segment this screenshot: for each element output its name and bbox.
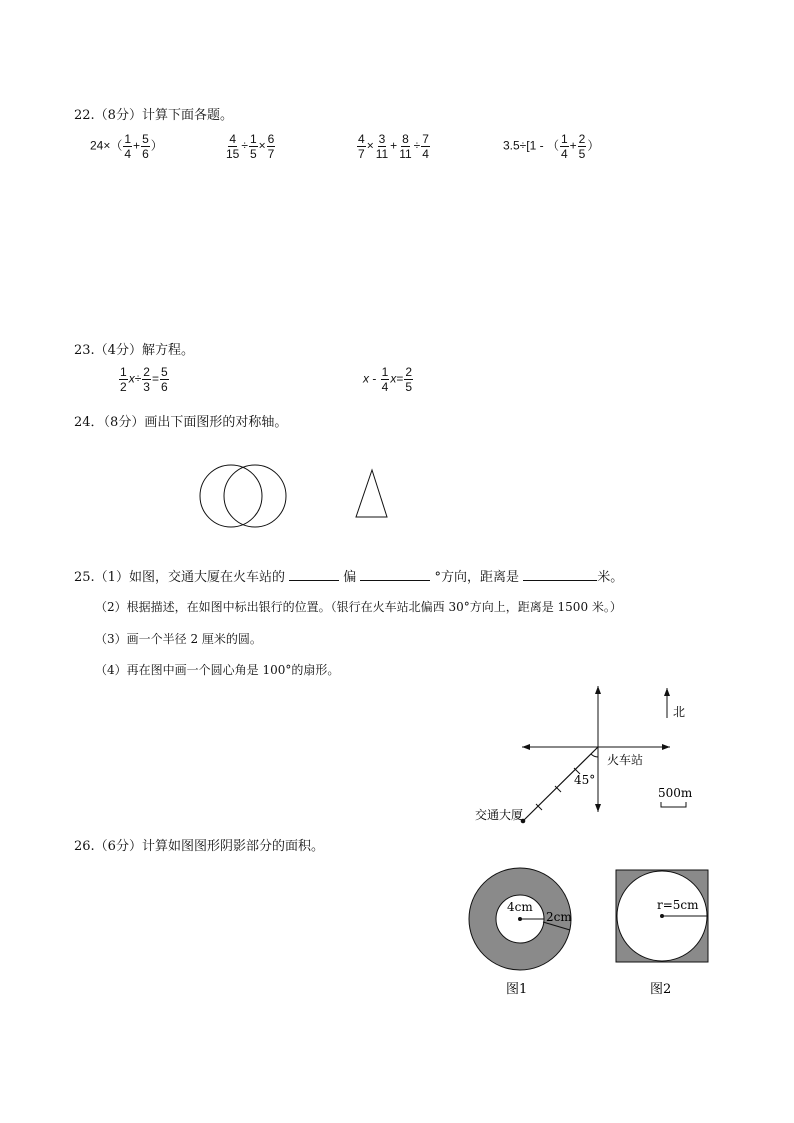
q26-title: 26.（6分）计算如图图形阴影部分的面积。: [74, 839, 324, 854]
direction-blank-1[interactable]: [289, 568, 339, 581]
angle-label: 45°: [574, 773, 596, 787]
q23-title: 23.（4分）解方程。: [74, 343, 194, 358]
isosceles-triangle-figure: [350, 465, 394, 523]
q25-line-3: （3）画一个半径 2 厘米的圆。: [95, 632, 262, 646]
direction-map-diagram: [470, 680, 710, 830]
west-arrow-icon: [522, 744, 530, 750]
ring-figure: [462, 862, 582, 1002]
south-arrow-icon: [595, 804, 601, 812]
scale-bar: [661, 802, 686, 807]
east-arrow-icon: [662, 744, 670, 750]
figure-1-caption: 图1: [506, 982, 528, 997]
station-label: 火车站: [607, 753, 644, 767]
q22-expr-1: 24×（ $\frac{1}{4}$ + $\frac{5}{6}$ ）: [90, 132, 163, 161]
square-circle-figure: [610, 862, 720, 1002]
q25-line-4: （4）再在图中画一个圆心角是 100°的扇形。: [95, 663, 340, 677]
distance-blank[interactable]: [523, 568, 597, 581]
inner-radius-label: 4cm: [507, 900, 533, 914]
q22-title: 22.（8分）计算下面各题。: [74, 108, 233, 123]
q23-equation-1: $\frac{1}{2}$ x÷ $\frac{2}{3}$ = $\frac{5}{6}$: [120, 365, 168, 394]
q25-line-2: （2）根据描述，在如图中标出银行的位置。（银行在火车站北偏西 30°方向上，距离是 1500 米。）: [95, 600, 622, 614]
north-label: 北: [673, 705, 686, 719]
north-arrow-icon: [595, 686, 601, 694]
ring-width-label: 2cm: [546, 910, 572, 924]
q24-title: 24．（8分）画出下面图形的对称轴。: [74, 415, 288, 430]
q22-expr-2: $\frac{4}{15}$ ÷ $\frac{1}{5}$ × $\frac{6}{7}$: [226, 132, 275, 161]
q22-expr-3: $\frac{4}{7}$ × $\frac{3}{11}$ + $\frac{8}{11}$ ÷ $\frac{7}{4}$: [358, 132, 429, 161]
building-label: 交通大厦: [475, 808, 524, 822]
figure-2-caption: 图2: [650, 982, 672, 997]
q22-expr-4: 3.5÷[1 - （ $\frac{1}{4}$ + $\frac{2}{5}$ ）: [503, 132, 600, 161]
overlapping-circles-figure: [195, 462, 295, 528]
q23-equation-2: x - $\frac{1}{4}$ x= $\frac{2}{5}$: [363, 365, 413, 394]
angle-blank[interactable]: [360, 568, 430, 581]
scale-label: 500m: [658, 786, 693, 800]
angle-arc: [591, 754, 598, 757]
radius-label: r=5cm: [657, 898, 699, 912]
north-indicator-icon: [664, 688, 670, 696]
q25-line-1: 25.（1）如图，交通大厦在火车站的 偏 °方向，距离是 米。: [74, 570, 624, 585]
